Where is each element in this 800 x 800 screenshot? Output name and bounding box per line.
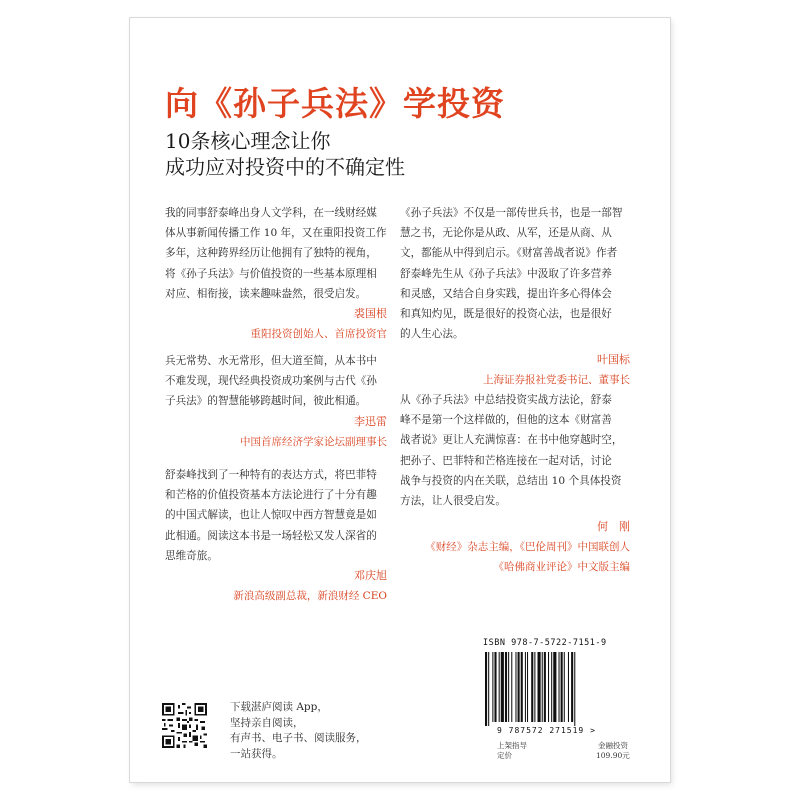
review-line: 和芒格的价值投资基本方法论进行了十分有趣 xyxy=(165,489,377,502)
review-line: 将《孙子兵法》与价值投资的一些基本原理相 xyxy=(165,267,377,280)
book-title: 向《孙子兵法》学投资 xyxy=(165,84,505,123)
review-line: 思维奇旅。 xyxy=(165,549,218,562)
review-line: 我的同事舒泰峰出身人文学科，在一线财经媒 xyxy=(165,207,377,219)
qr-caption xyxy=(230,700,367,762)
review-line: 方法，让人很受启发。 xyxy=(400,495,506,508)
review-block-5 xyxy=(400,390,630,577)
subtitle-line-2: 成功应对投资中的不确定性 xyxy=(165,155,405,179)
review-author: 李迅雷 xyxy=(354,414,387,428)
review-author-role: 中国首席经济学家论坛副理事长 xyxy=(240,435,387,448)
review-line: 不难发现，现代经典投资成功案例与古代《孙 xyxy=(165,375,377,388)
review-line: 把孙子、巴菲特和芒格连接在一起对话，讨论 xyxy=(400,454,612,467)
review-line: 兵无常势、水无常形，但大道至简，从本书中 xyxy=(165,355,377,367)
review-author-role: 上海证券报社党委书记、董事长 xyxy=(483,374,630,387)
review-block-2 xyxy=(165,351,387,452)
review-line: 多年，这种跨界经历让他拥有了独特的视角， xyxy=(165,247,377,260)
qr-caption-line: 有声书、电子书、阅读服务， xyxy=(230,732,367,744)
review-line: 的人生心法。 xyxy=(400,328,464,341)
review-line: 对应、相衔接，读来趣味盎然，很受启发。 xyxy=(165,287,367,300)
price-value: 109.90元 xyxy=(596,751,630,760)
qr-caption-line: 坚持亲自阅读， xyxy=(230,716,304,729)
book-subtitle xyxy=(165,128,405,180)
review-line: 和灵感，又结合自身实践，提出许多心得体会 xyxy=(400,287,612,300)
qr-caption-line: 一站获得。 xyxy=(230,747,283,760)
review-block-3 xyxy=(165,465,387,606)
review-author-role: 《财经》杂志主编，《巴伦周刊》中国联创人 xyxy=(425,541,630,554)
review-line: 体从事新闻传播工作 10 年，又在重阳投资工作 xyxy=(165,227,387,240)
review-block-4 xyxy=(400,203,630,390)
qr-code-icon xyxy=(162,703,207,748)
review-line: 从《孙子兵法》中总结投资实战方法论，舒泰 xyxy=(400,394,612,406)
review-line: 此相通。阅读这本书是一场轻松又发人深省的 xyxy=(165,529,377,542)
review-author: 叶国标 xyxy=(597,353,630,367)
review-author-role: 新浪高级副总裁，新浪财经 CEO xyxy=(233,590,387,603)
review-line: 和真知灼见，既是很好的投资心法，也是很好 xyxy=(400,308,612,321)
review-block-1 xyxy=(165,203,387,344)
review-line: 峰不是第一个这样做的，但他的这本《财富善 xyxy=(400,414,612,427)
review-line: 子兵法》的智慧能够跨越时间，彼此相通。 xyxy=(165,395,367,408)
review-author-role: 重阳投资创始人、首席投资官 xyxy=(250,328,387,341)
shelf-label: 上架指导 xyxy=(497,741,527,750)
review-line: 慧之书，无论你是从政、从军，还是从商、从 xyxy=(400,227,612,240)
barcode-number: 9 787572 271519 > xyxy=(497,726,596,735)
barcode-icon xyxy=(481,652,631,726)
shelf-category: 金融投资 xyxy=(598,741,628,750)
review-line: 战者说》更让人充满惊喜：在书中他穿越时空， xyxy=(400,434,623,447)
review-author: 裘国根 xyxy=(354,307,387,321)
review-line: 舒泰峰找到了一种特有的表达方式，将巴菲特 xyxy=(165,469,377,481)
review-author-role: 《哈佛商业评论》中文版主编 xyxy=(493,561,630,574)
review-author: 何 刚 xyxy=(597,520,630,534)
review-author: 邓庆旭 xyxy=(354,569,387,583)
review-line: 的中国式解读，也让人惊叹中西方智慧竟是如 xyxy=(165,509,377,522)
subtitle-line-1: 10条核心理念让你 xyxy=(165,129,331,153)
isbn-number: ISBN 978-7-5722-7151-9 xyxy=(483,638,607,648)
review-line: 《孙子兵法》不仅是一部传世兵书，也是一部智 xyxy=(400,207,623,219)
price-label: 定价 xyxy=(497,751,512,760)
review-line: 文，都能从中得到启示。《财富善战者说》作者 xyxy=(400,247,618,260)
review-line: 战争与投资的内在关联，总结出 10 个具体投资 xyxy=(400,474,622,487)
qr-caption-line: 下载湛庐阅读 App， xyxy=(230,701,328,713)
review-line: 舒泰峰先生从《孙子兵法》中汲取了许多营养 xyxy=(400,267,612,280)
isbn-barcode-block xyxy=(481,638,631,738)
